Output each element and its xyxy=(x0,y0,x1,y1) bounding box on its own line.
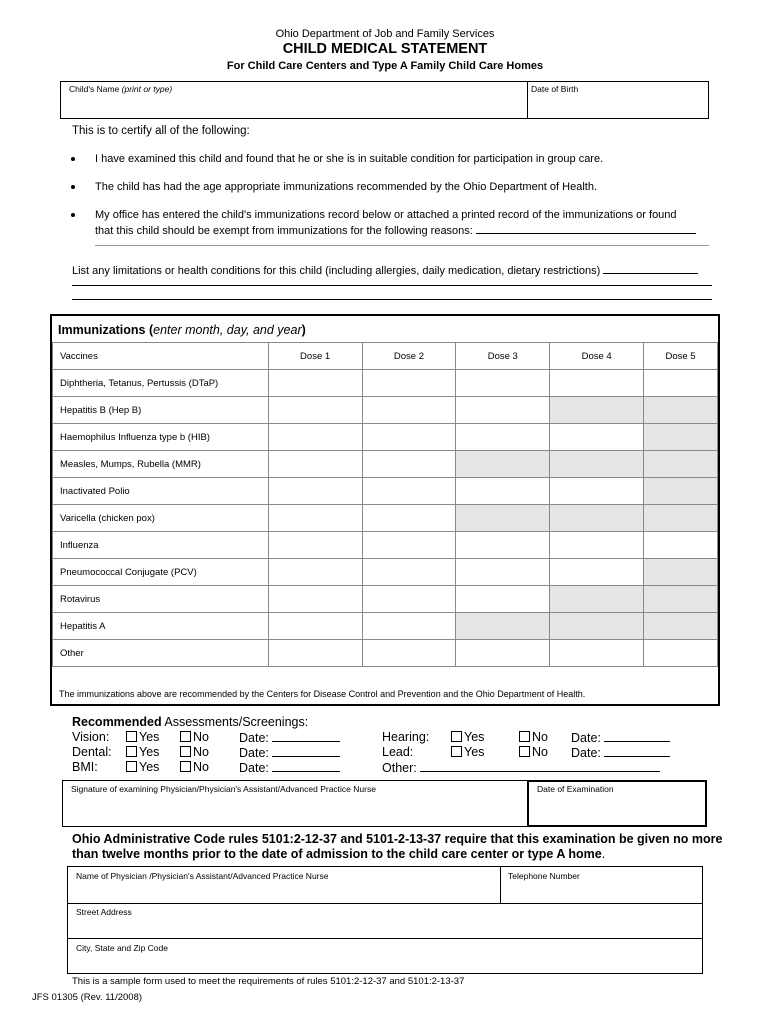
table-row xyxy=(53,559,718,586)
lead-no-option[interactable] xyxy=(519,745,548,760)
street-address-field[interactable]: Street Address xyxy=(76,907,132,917)
telephone-field[interactable]: Telephone Number xyxy=(508,871,580,881)
assessments-heading-rest: Assessments/Screenings: xyxy=(161,715,309,729)
rule-text: Ohio Administrative Code rules 5101:2-12-37 and 5101-2-13-37 require that this examination be given no more than twelve months prior to the date of admission to the child care center or type A home xyxy=(72,832,723,861)
sample-note: This is a sample form used to meet the requirements of rules 5101:2-12-37 and 5101:2-13-37 xyxy=(72,976,465,987)
table-row xyxy=(53,451,718,478)
yes-label: Yes xyxy=(139,730,160,744)
dose-cell[interactable] xyxy=(268,478,362,505)
dose-cell[interactable] xyxy=(362,505,456,532)
immunization-table xyxy=(52,342,718,667)
col-dose-3: Dose 3 xyxy=(456,343,550,370)
city-state-zip-field[interactable]: City, State and Zip Code xyxy=(76,943,168,953)
vaccine-name: Other xyxy=(53,640,269,667)
dose-cell[interactable] xyxy=(362,640,456,667)
dose-cell[interactable] xyxy=(362,532,456,559)
yes-label: Yes xyxy=(464,745,485,759)
dose-cell[interactable] xyxy=(550,559,644,586)
table-row xyxy=(53,532,718,559)
exempt-reasons-line-2[interactable] xyxy=(95,245,709,246)
other-line[interactable] xyxy=(420,760,660,772)
no-label: No xyxy=(532,730,548,744)
dose-cell-disabled xyxy=(644,559,718,586)
bullet-icon xyxy=(71,185,75,189)
immunizations-footnote: The immunizations above are recommended by the Centers for Disease Control and Prevention and the Ohio Department of Health. xyxy=(59,689,586,699)
hearing-date-line[interactable] xyxy=(604,730,670,742)
dose-cell[interactable] xyxy=(456,559,550,586)
dose-cell[interactable] xyxy=(362,397,456,424)
vaccine-name: Pneumococcal Conjugate (PCV) xyxy=(53,559,269,586)
dental-yes-option[interactable] xyxy=(126,745,159,760)
hearing-label: Hearing: xyxy=(382,730,430,744)
certify-bullet-1: I have examined this child and found that he or she is in suitable condition for participation in group care. xyxy=(95,153,604,165)
dose-cell-disabled xyxy=(550,451,644,478)
form-subtitle: For Child Care Centers and Type A Family Child Care Homes xyxy=(226,60,544,72)
dose-cell-disabled xyxy=(644,397,718,424)
child-info-divider xyxy=(527,82,528,118)
dose-cell-disabled xyxy=(644,451,718,478)
bmi-date-row xyxy=(239,760,340,776)
dental-no-option[interactable] xyxy=(180,745,209,760)
dose-cell[interactable] xyxy=(456,640,550,667)
vision-yes-option[interactable] xyxy=(126,730,159,745)
other-row xyxy=(382,760,660,776)
lead-date-line[interactable] xyxy=(604,745,670,757)
date-label: Date: xyxy=(239,731,269,745)
table-row xyxy=(53,586,718,613)
vision-label: Vision: xyxy=(72,730,110,744)
exempt-reasons-line[interactable] xyxy=(476,222,696,234)
bmi-yes-option[interactable] xyxy=(126,760,159,775)
child-name-field[interactable] xyxy=(69,84,172,94)
other-label: Other: xyxy=(382,761,417,775)
dose-cell[interactable] xyxy=(644,640,718,667)
table-row xyxy=(53,613,718,640)
dose-cell[interactable] xyxy=(362,370,456,397)
dose-cell-disabled xyxy=(550,397,644,424)
agency-name: Ohio Department of Job and Family Services xyxy=(275,28,495,40)
yes-label: Yes xyxy=(464,730,485,744)
immunizations-hint: enter month, day, and year xyxy=(153,323,302,337)
table-row xyxy=(53,424,718,451)
bmi-yes-checkbox[interactable] xyxy=(126,761,137,772)
dose-cell[interactable] xyxy=(456,532,550,559)
dose-cell[interactable] xyxy=(362,559,456,586)
limitations-line-3[interactable] xyxy=(72,299,712,300)
table-row xyxy=(53,397,718,424)
no-label: No xyxy=(532,745,548,759)
assessments-heading xyxy=(72,715,308,730)
bmi-label: BMI: xyxy=(72,760,98,774)
dose-cell[interactable] xyxy=(268,640,362,667)
dose-cell[interactable] xyxy=(550,478,644,505)
certify-bullet-2: The child has had the age appropriate immunizations recommended by the Ohio Department of Health. xyxy=(95,181,598,193)
dose-cell[interactable] xyxy=(550,424,644,451)
dental-date-line[interactable] xyxy=(272,745,340,757)
dose-cell[interactable] xyxy=(268,505,362,532)
dose-cell[interactable] xyxy=(362,613,456,640)
child-name-label: Child's Name xyxy=(69,84,120,94)
immunizations-heading: Immunizations (enter month, day, and year) xyxy=(58,323,306,337)
vaccine-name: Hepatitis B (Hep B) xyxy=(53,397,269,424)
vision-no-checkbox[interactable] xyxy=(180,731,191,742)
col-dose-1: Dose 1 xyxy=(268,343,362,370)
dose-cell[interactable] xyxy=(268,532,362,559)
dose-cell[interactable] xyxy=(550,640,644,667)
dose-cell[interactable] xyxy=(456,478,550,505)
dose-cell-disabled xyxy=(644,613,718,640)
dose-cell[interactable] xyxy=(456,370,550,397)
no-label: No xyxy=(193,745,209,759)
dose-cell-disabled xyxy=(644,478,718,505)
dose-cell[interactable] xyxy=(268,370,362,397)
dose-cell-disabled xyxy=(456,505,550,532)
bmi-no-option[interactable] xyxy=(180,760,209,775)
dose-cell-disabled xyxy=(550,505,644,532)
dose-cell-disabled xyxy=(550,586,644,613)
vision-date-row xyxy=(239,730,340,746)
dose-cell-disabled xyxy=(644,505,718,532)
rule-period: . xyxy=(601,847,606,861)
vaccine-name: Measles, Mumps, Rubella (MMR) xyxy=(53,451,269,478)
dose-cell-disabled xyxy=(456,451,550,478)
dose-cell[interactable] xyxy=(550,532,644,559)
date-label: Date: xyxy=(239,761,269,775)
dose-cell[interactable] xyxy=(456,424,550,451)
certify-intro: This is to certify all of the following: xyxy=(72,125,250,137)
hearing-no-option[interactable] xyxy=(519,730,548,745)
col-dose-2: Dose 2 xyxy=(362,343,456,370)
hearing-no-checkbox[interactable] xyxy=(519,731,530,742)
vision-no-option[interactable] xyxy=(180,730,209,745)
exempt-reasons-label: that this child should be exempt from immunizations for the following reasons: xyxy=(95,225,473,237)
hearing-date-row xyxy=(571,730,670,746)
dose-cell[interactable] xyxy=(362,424,456,451)
lead-no-checkbox[interactable] xyxy=(519,746,530,757)
physician-box xyxy=(67,866,703,974)
dose-cell[interactable] xyxy=(268,397,362,424)
certify-bullet-3: My office has entered the child's immunizations record below or attached a printed record of the immunizations or found xyxy=(95,209,677,221)
col-vaccines: Vaccines xyxy=(53,343,269,370)
dose-cell[interactable] xyxy=(268,613,362,640)
vaccine-name: Influenza xyxy=(53,532,269,559)
dental-label: Dental: xyxy=(72,745,112,759)
col-dose-4: Dose 4 xyxy=(550,343,644,370)
dose-cell[interactable] xyxy=(268,424,362,451)
dose-cell[interactable] xyxy=(362,478,456,505)
vision-yes-checkbox[interactable] xyxy=(126,731,137,742)
lead-label: Lead: xyxy=(382,745,414,759)
limitations-row xyxy=(72,262,698,278)
table-header-row xyxy=(53,343,718,370)
dose-cell[interactable] xyxy=(644,532,718,559)
dose-cell-disabled xyxy=(550,613,644,640)
table-row xyxy=(53,370,718,397)
date-label: Date: xyxy=(239,746,269,760)
certify-bullet-3-cont xyxy=(95,222,696,238)
limitations-line-2[interactable] xyxy=(72,285,712,286)
vaccine-name: Inactivated Polio xyxy=(53,478,269,505)
dental-date-row xyxy=(239,745,340,761)
dob-field[interactable]: Date of Birth xyxy=(531,84,579,94)
dose-cell-disabled xyxy=(644,424,718,451)
bmi-no-checkbox[interactable] xyxy=(180,761,191,772)
table-row xyxy=(53,478,718,505)
limitations-line[interactable] xyxy=(603,262,698,274)
child-name-hint: (print or type) xyxy=(121,84,173,94)
vaccine-name: Diphtheria, Tetanus, Pertussis (DTaP) xyxy=(53,370,269,397)
no-label: No xyxy=(193,730,209,744)
form-id: JFS 01305 (Rev. 11/2008) xyxy=(32,992,143,1003)
assessments-heading-bold: Recommended xyxy=(72,715,162,729)
physician-rule-2 xyxy=(68,938,702,939)
vision-date-line[interactable] xyxy=(272,730,340,742)
physician-divider xyxy=(500,867,501,903)
table-row xyxy=(53,505,718,532)
col-dose-5: Dose 5 xyxy=(644,343,718,370)
vaccine-name: Rotavirus xyxy=(53,586,269,613)
dose-cell[interactable] xyxy=(362,586,456,613)
physician-name-field[interactable]: Name of Physician /Physician's Assistant/Advanced Practice Nurse xyxy=(76,871,329,881)
immunizations-title: Immunizations xyxy=(58,323,146,337)
dose-cell[interactable] xyxy=(362,451,456,478)
yes-label: Yes xyxy=(139,760,160,774)
dental-no-checkbox[interactable] xyxy=(180,746,191,757)
date-label: Date: xyxy=(571,746,601,760)
no-label: No xyxy=(193,760,209,774)
form-title: CHILD MEDICAL STATEMENT xyxy=(282,41,488,57)
yes-label: Yes xyxy=(139,745,160,759)
dose-cell[interactable] xyxy=(268,559,362,586)
dose-cell[interactable] xyxy=(644,370,718,397)
vaccine-name: Varicella (chicken pox) xyxy=(53,505,269,532)
lead-yes-checkbox[interactable] xyxy=(451,746,462,757)
date-label: Date: xyxy=(571,731,601,745)
vaccine-name: Hepatitis A xyxy=(53,613,269,640)
dose-cell-disabled xyxy=(456,613,550,640)
lead-date-row xyxy=(571,745,670,761)
hearing-yes-checkbox[interactable] xyxy=(451,731,462,742)
physician-rule-1 xyxy=(68,903,702,904)
rule-statement xyxy=(72,832,732,862)
dose-cell[interactable] xyxy=(268,586,362,613)
dose-cell[interactable] xyxy=(456,586,550,613)
dose-cell[interactable] xyxy=(550,370,644,397)
dose-cell[interactable] xyxy=(268,451,362,478)
bmi-date-line[interactable] xyxy=(272,760,340,772)
lead-yes-option[interactable] xyxy=(451,745,484,760)
dose-cell-disabled xyxy=(644,586,718,613)
table-row xyxy=(53,640,718,667)
dental-yes-checkbox[interactable] xyxy=(126,746,137,757)
bullet-icon xyxy=(71,157,75,161)
bullet-icon xyxy=(71,213,75,217)
signature-field[interactable]: Signature of examining Physician/Physician's Assistant/Advanced Practice Nurse xyxy=(71,784,376,794)
hearing-yes-option[interactable] xyxy=(451,730,484,745)
dose-cell[interactable] xyxy=(456,397,550,424)
limitations-label: List any limitations or health conditions for this child (including allergies, daily medication, dietary restrictions) xyxy=(72,265,601,277)
vaccine-name: Haemophilus Influenza type b (HIB) xyxy=(53,424,269,451)
exam-date-label: Date of Examination xyxy=(537,784,614,794)
